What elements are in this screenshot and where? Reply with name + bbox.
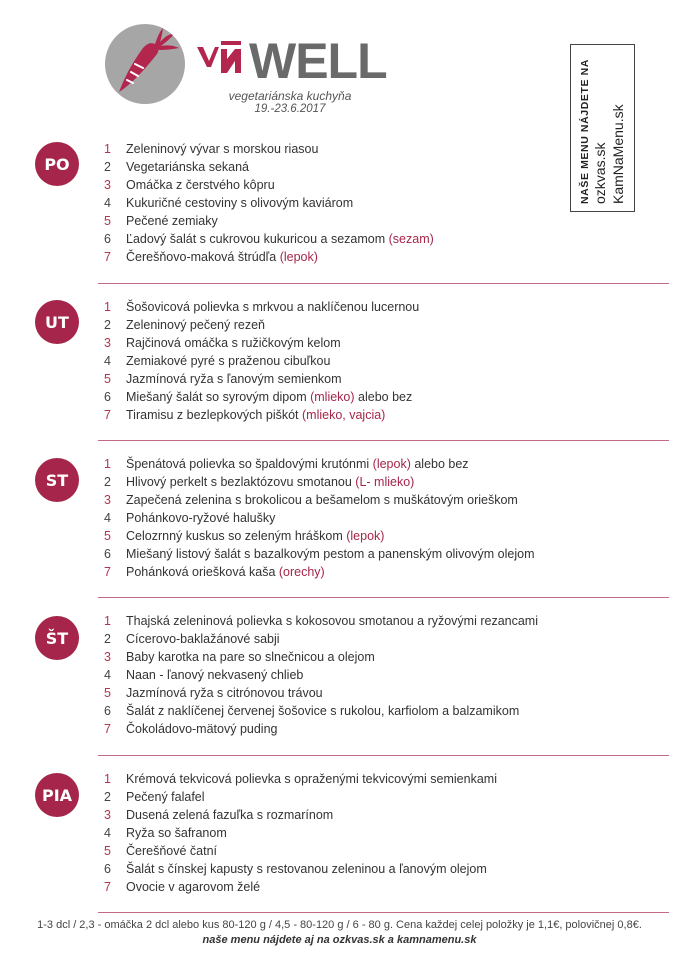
- menu-item: 7 Pohánková oriešková kaša (orechy): [104, 565, 325, 579]
- menu-item: 5 Jazmínová ryža s ľanovým semienkom: [104, 372, 342, 386]
- menu-item: 4 Zemiakové pyré s praženou cibuľkou: [104, 354, 331, 368]
- brand-mark-icon: [197, 41, 245, 81]
- section-divider: [98, 597, 669, 598]
- day-badge-st: ST: [35, 458, 79, 502]
- menu-item: 5 Jazmínová ryža s citrónovou trávou: [104, 686, 323, 700]
- menu-item: 5 Čerešňové čatní: [104, 844, 218, 858]
- menu-item: 2 Zeleninový pečený rezeň: [104, 318, 265, 332]
- menu-item: 6 Miešaný šalát so syrovým dipom (mlieko) alebo bez: [104, 390, 413, 404]
- menu-item: 2 Cícerovo-baklažánové sabji: [104, 632, 280, 646]
- menu-item: 7 Čerešňovo-maková štrúdľa (lepok): [104, 250, 318, 264]
- side-note-site-kamnamenu: KamNaMenu.sk: [609, 104, 626, 204]
- logo-circle: [105, 24, 185, 104]
- menu-item: 6 Ľadový šalát s cukrovou kukuricou a sezamom (sezam): [104, 232, 434, 246]
- menu-item: 1 Šošovicová polievka s mrkvou a naklíčenou lucernou: [104, 300, 420, 314]
- menu-item: 5 Celozrnný kuskus so zeleným hráškom (lepok): [104, 529, 385, 543]
- menu-item: 3 Zapečená zelenina s brokolicou a bešamelom s muškátovým orieškom: [104, 493, 518, 507]
- menu-item: 5 Pečené zemiaky: [104, 214, 218, 228]
- section-divider: [98, 755, 669, 756]
- menu-item: 4 Ryža so šafranom: [104, 826, 227, 840]
- menu-item: 6 Šalát z naklíčenej červenej šošovice s rukolou, karfiolom a balzamikom: [104, 704, 520, 718]
- menu-item: 2 Vegetariánska sekaná: [104, 160, 250, 174]
- menu-item: 6 Miešaný listový šalát s bazalkovým pestom a panenským olivovým olejom: [104, 547, 535, 561]
- section-divider: [98, 283, 669, 284]
- brand: [197, 33, 387, 89]
- footer-pricing-note: 1-3 dcl / 2,3 - omáčka 2 dcl alebo kus 80-120 g / 4,5 - 80-120 g / 6 - 80 g. Cena každej celej položky je 1,1€, polovičnej 0,8€.: [37, 919, 642, 931]
- subtitle: vegetariánska kuchyňa: [228, 89, 352, 103]
- menu-item: 7 Čokoládovo-mätový puding: [104, 722, 278, 736]
- menu-item: 1 Zeleninový vývar s morskou riasou: [104, 142, 319, 156]
- side-note-box: [570, 44, 635, 212]
- side-note-heading: NAŠE MENU NÁJDETE NA: [578, 58, 591, 204]
- menu-item: 1 Krémová tekvicová polievka s opraženými tekvicovými semienkami: [104, 772, 497, 786]
- brand-name: WELL: [249, 33, 387, 89]
- menu-item: 3 Omáčka z čerstvého kôpru: [104, 178, 275, 192]
- side-note-site-ozkvas: ozkvas.sk: [591, 142, 608, 204]
- section-divider: [98, 440, 669, 441]
- menu-item: 4 Kukuričné cestoviny s olivovým kaviárom: [104, 196, 354, 210]
- menu-item: 3 Rajčinová omáčka s ružičkovým kelom: [104, 336, 341, 350]
- menu-item: 4 Pohánkovo-ryžové halušky: [104, 511, 276, 525]
- menu-item: 7 Ovocie v agarovom želé: [104, 880, 261, 894]
- day-badge-ut: UT: [35, 300, 79, 344]
- menu-item: 4 Naan - ľanový nekvasený chlieb: [104, 668, 304, 682]
- day-badge-pia: PIA: [35, 773, 79, 817]
- menu-item: 2 Pečený falafel: [104, 790, 205, 804]
- menu-item: 3 Baby karotka na pare so slnečnicou a olejom: [104, 650, 375, 664]
- menu-item: 1 Špenátová polievka so špaldovými krutónmi (lepok) alebo bez: [104, 457, 469, 471]
- section-divider: [98, 912, 669, 913]
- menu-item: 7 Tiramisu z bezlepkových piškót (mlieko, vajcia): [104, 408, 386, 422]
- menu-item: 3 Dusená zelená fazuľka s rozmarínom: [104, 808, 334, 822]
- menu-item: 1 Thajská zeleninová polievka s kokosovou smotanou a ryžovými rezancami: [104, 614, 538, 628]
- menu-item: 6 Šalát s čínskej kapusty s restovanou zeleninou a ľanovým olejom: [104, 862, 487, 876]
- menu-item: 2 Hlivový perkelt s bezlaktózovu smotanou (L- mlieko): [104, 475, 415, 489]
- footer-websites-note: naše menu nájdete aj na ozkvas.sk a kamnamenu.sk: [202, 934, 477, 946]
- menu-dates: 19.-23.6.2017: [254, 103, 326, 115]
- day-badge-po: PO: [35, 142, 79, 186]
- day-badge-st2: ŠT: [35, 616, 79, 660]
- carrot-icon: [105, 24, 185, 104]
